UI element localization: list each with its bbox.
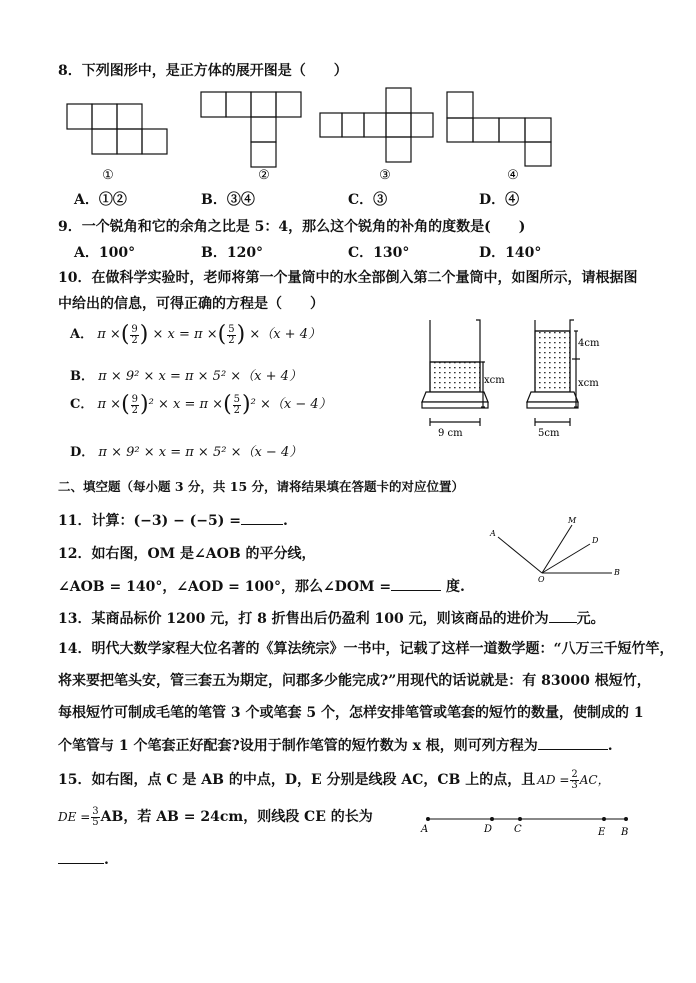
q10-option-b: B． π × 9² × x = π × 5² ×（x + 4）: [70, 369, 302, 384]
q12-angle-figure: [484, 512, 624, 584]
point-c-label: C: [514, 824, 522, 835]
q15-line1: 15．如右图，点 C 是 AB 的中点，D，E 分别是线段 AC，CB 上的点，且 AD = $\frac{2}{3}$ AC，: [58, 768, 610, 791]
q15-line2: DE = $\frac{3}{5}$ AB，若 AB = 24cm，则线段 CE 的长为: [58, 805, 373, 828]
q10-option-a: A． π × ( $\frac{9}{2}$ ) × x = π × ( $\frac{5}{2}$ ) ×（x + 4）: [70, 322, 321, 347]
net-label-3: ③: [379, 168, 391, 182]
q9-option-a: A．100°: [74, 245, 136, 261]
q8-option-d: D．④: [479, 192, 520, 208]
q12-line2: ∠AOB = 140°，∠AOD = 100°，那么∠DOM = 度.: [58, 576, 465, 596]
q8-stem: 8．下列图形中，是正方体的展开图是（ ）: [58, 63, 348, 79]
point-a-label: A: [421, 824, 429, 835]
left-height-label: xcm: [484, 375, 505, 386]
point-m-label: M: [568, 516, 577, 525]
net-label-1: ①: [102, 168, 114, 182]
point-o-label: O: [538, 575, 545, 584]
q9-option-b: B．120°: [201, 245, 264, 261]
q10-option-d: D． π × 9² × x = π × 5² ×（x − 4）: [70, 445, 303, 460]
point-d-label: D: [592, 536, 599, 545]
section2-heading: 二、填空题（每小题 3 分，共 15 分，请将结果填在答题卡的对应位置）: [58, 479, 465, 494]
q9-option-d: D．140°: [479, 245, 542, 261]
net-label-4: ④: [507, 168, 519, 182]
cylinder-right: [527, 320, 580, 426]
left-width-label: 9 cm: [438, 428, 463, 439]
q14-line3: 每根短竹可制成毛笔的笔管 3 个或笔套 5 个，怎样安排笔管或笔套的短竹的数量，使制成的 1: [58, 705, 644, 721]
net-1: [67, 104, 167, 154]
q12-answer-blank[interactable]: [391, 576, 441, 591]
q9-option-c: C．130°: [348, 245, 410, 261]
right-top-label: 4cm: [578, 338, 600, 349]
q14-line4: 个笔管与 1 个笔套正好配套?设用于制作笔管的短竹数为 x 根，则可列方程为 .: [58, 735, 613, 755]
q14-line1: 14．明代大数学家程大位名著的《算法统宗》一书中，记载了这样一道数学题：“八万三千短竹竿，: [58, 641, 674, 657]
q9-stem: 9．一个锐角和它的余角之比是 5：4，那么这个锐角的补角的度数是( ): [58, 219, 526, 235]
q15-line3: .: [58, 849, 109, 869]
q13: 13．某商品标价 1200 元，打 8 折售出后仍盈利 100 元，则该商品的进价为 元。: [58, 608, 605, 628]
point-a-label: A: [490, 529, 496, 538]
q8-option-b: B．③④: [201, 192, 255, 208]
q13-answer-blank[interactable]: [549, 608, 577, 623]
point-e-label: E: [598, 827, 606, 838]
q11: 11．计算：(−3) − (−5) = .: [58, 510, 288, 530]
q11-answer-blank[interactable]: [241, 510, 283, 525]
point-b-label: B: [621, 827, 629, 838]
q10-option-c: C． π × ( $\frac{9}{2}$ ) ² × x = π × ( $\frac{5}{2}$ ) ² ×（x − 4）: [70, 392, 332, 417]
q10-cylinders-figure: [418, 316, 618, 444]
net-2: [201, 92, 301, 167]
q8-option-c: C．③: [348, 192, 388, 208]
net-3: [320, 88, 433, 162]
net-label-2: ②: [258, 168, 270, 182]
q10-stem-line1: 10．在做科学实验时，老师将第一个量筒中的水全部倒入第二个量筒中，如图所示，请根据图: [58, 270, 638, 286]
q10-stem-line2: 中给出的信息，可得正确的方程是（ ）: [58, 296, 324, 312]
right-height-label: xcm: [578, 378, 599, 389]
net-4: [447, 92, 551, 166]
q8-nets-figure: [60, 86, 560, 182]
q14-answer-blank[interactable]: [538, 735, 608, 750]
q8-option-a: A．①②: [74, 192, 127, 208]
q15-answer-blank[interactable]: [58, 849, 104, 864]
q12-line1: 12．如右图，OM 是∠AOB 的平分线，: [58, 546, 316, 562]
q14-line2: 将来要把笔头安，管三套五为期定，问郡多少能完成?”用现代的话说就是：有 83000 根短竹，: [58, 673, 651, 689]
point-d-label: D: [484, 824, 493, 835]
q15-segment-figure: [416, 810, 638, 840]
cylinder-left: [422, 320, 488, 426]
right-width-label: 5cm: [538, 428, 560, 439]
point-b-label: B: [614, 568, 620, 577]
